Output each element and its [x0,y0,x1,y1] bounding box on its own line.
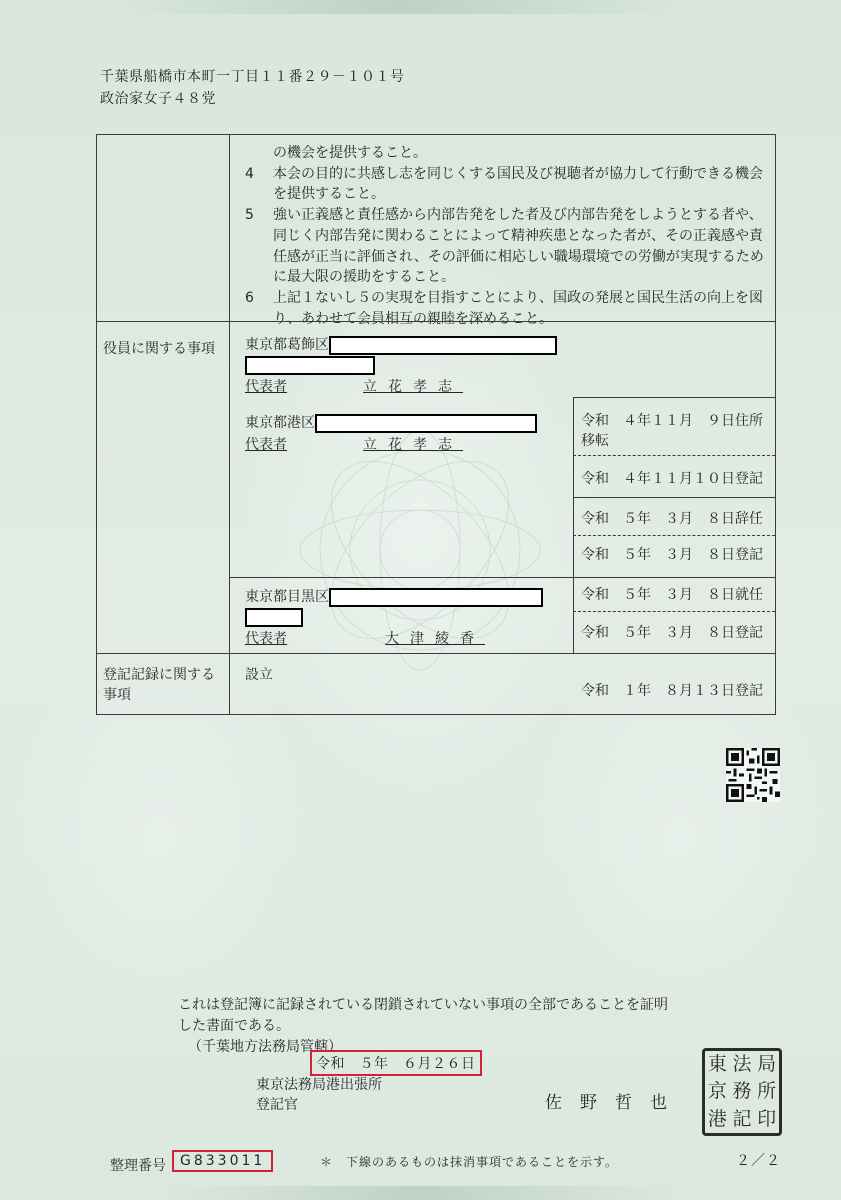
certification-line: した書面である。 [178,1018,290,1034]
section-divider [97,321,775,322]
party-address: 千葉県船橋市本町一丁目１１番２９－１０１号 [100,69,405,85]
officer-entry [245,587,543,649]
seal-glyph: 務 [732,1080,752,1103]
redaction-box [329,588,543,607]
officer-date: 令和 ５年 ３月 ８日辞任 [581,511,763,527]
seal-glyph: 記 [732,1107,752,1130]
purpose-text: 本会の目的に共感し志を同じくする国民及び視聴者が協力して行動できる機会を提供すること。 [273,165,763,203]
purpose-section [245,143,765,329]
security-strip-bottom [160,1186,680,1200]
certification-text [178,995,778,1037]
purpose-num: 4 [245,165,254,182]
date-dash-divider [573,535,775,536]
officer-role: 代表者 [245,379,287,395]
page-number: ２／２ [736,1153,781,1169]
officer-date: 令和 ４年１１月 ９日住所 [581,413,763,429]
registration-event: 設立 [245,667,273,683]
party-name: 政治家女子４８党 [100,91,216,107]
seal-glyph: 所 [757,1080,777,1103]
date-dash-divider [573,611,775,612]
serial-label: 整理番号 [110,1158,166,1174]
seal-glyph: 東 [707,1053,727,1075]
officer-role: 代表者 [245,631,287,647]
purpose-line [245,205,765,288]
redaction-box [329,336,557,355]
office-name: 東京法務局港出張所 [256,1077,382,1093]
issuing-office [256,1075,382,1115]
jurisdiction: （千葉地方法務局管轄） [188,1039,342,1055]
officer-title: 登記官 [256,1097,298,1113]
purpose-num: 5 [245,207,254,224]
registration-date: 令和 １年 ８月１３日登記 [581,683,763,699]
officer-divider [229,577,775,578]
officer-name: 大津綾香 [385,631,485,647]
label-column-divider [229,135,230,714]
date-column-divider [573,397,574,577]
redaction-box [315,414,537,433]
certification-line: これは登記簿に記録されている閉鎖されていない事項の全部であることを証明 [178,997,668,1013]
issue-date: 令和 ５年 ６月２６日 [310,1050,482,1076]
seal-glyph: 京 [707,1080,727,1103]
registry-table [96,134,776,715]
purpose-text: 強い正義感と責任感から内部告発をした者及び内部告発をしようとする者や、同じく内部告発に関わることによって精神疾患となった者が、その正義感や責任感が正当に評価され、その評価に相応しい職場環境での労働が実現するために最大限の援助をすること。 [273,207,764,286]
purpose-num [245,143,273,164]
officer-entry [245,413,537,455]
purpose-text: 上記１ないし５の実現を目指すことにより、国政の発展と国民生活の向上を図り、あわせて会員相互の親睦を深めること。 [273,289,763,327]
date-divider [573,497,775,498]
purpose-line [245,288,765,329]
section-divider [97,653,775,654]
registrar-name: 佐野哲也 [545,1093,685,1113]
purpose-text: の機会を提供すること。 [273,145,427,161]
qr-code-icon [726,748,780,802]
officer-date: 移転 [581,433,609,449]
registration-label: 登記記録に関する事項 [103,667,215,703]
officer-date: 令和 ５年 ３月 ８日登記 [581,547,763,563]
redaction-box [245,356,375,375]
date-divider [573,397,775,398]
officer-role: 代表者 [245,437,287,453]
officer-city: 東京都港区 [245,415,315,431]
purpose-line [245,143,765,164]
officers-label: 役員に関する事項 [103,341,215,357]
officer-date: 令和 ４年１１月１０日登記 [581,471,763,487]
date-dash-divider [573,455,775,456]
date-column-divider [573,577,574,653]
purpose-num: 6 [245,289,254,306]
officer-name: 立花孝志 [363,379,463,395]
serial-number: G833011 [172,1150,273,1172]
seal-glyph: 法 [732,1053,752,1075]
security-strip-top [120,0,680,14]
seal-glyph: 印 [757,1107,777,1130]
seal-glyph: 港 [707,1107,727,1130]
purpose-line [245,164,765,205]
seal-glyph: 局 [757,1053,777,1075]
officer-date: 令和 ５年 ３月 ８日就任 [581,587,763,603]
officer-entry [245,335,557,397]
redaction-box [245,608,303,627]
underline-footnote: ＊ 下線のあるものは抹消事項であることを示す。 [320,1155,619,1169]
officer-city: 東京都目黒区 [245,589,329,605]
officer-city: 東京都葛飾区 [245,337,329,353]
officer-name: 立花孝志 [363,437,463,453]
officer-date: 令和 ５年 ３月 ８日登記 [581,625,763,641]
official-seal [702,1048,782,1136]
